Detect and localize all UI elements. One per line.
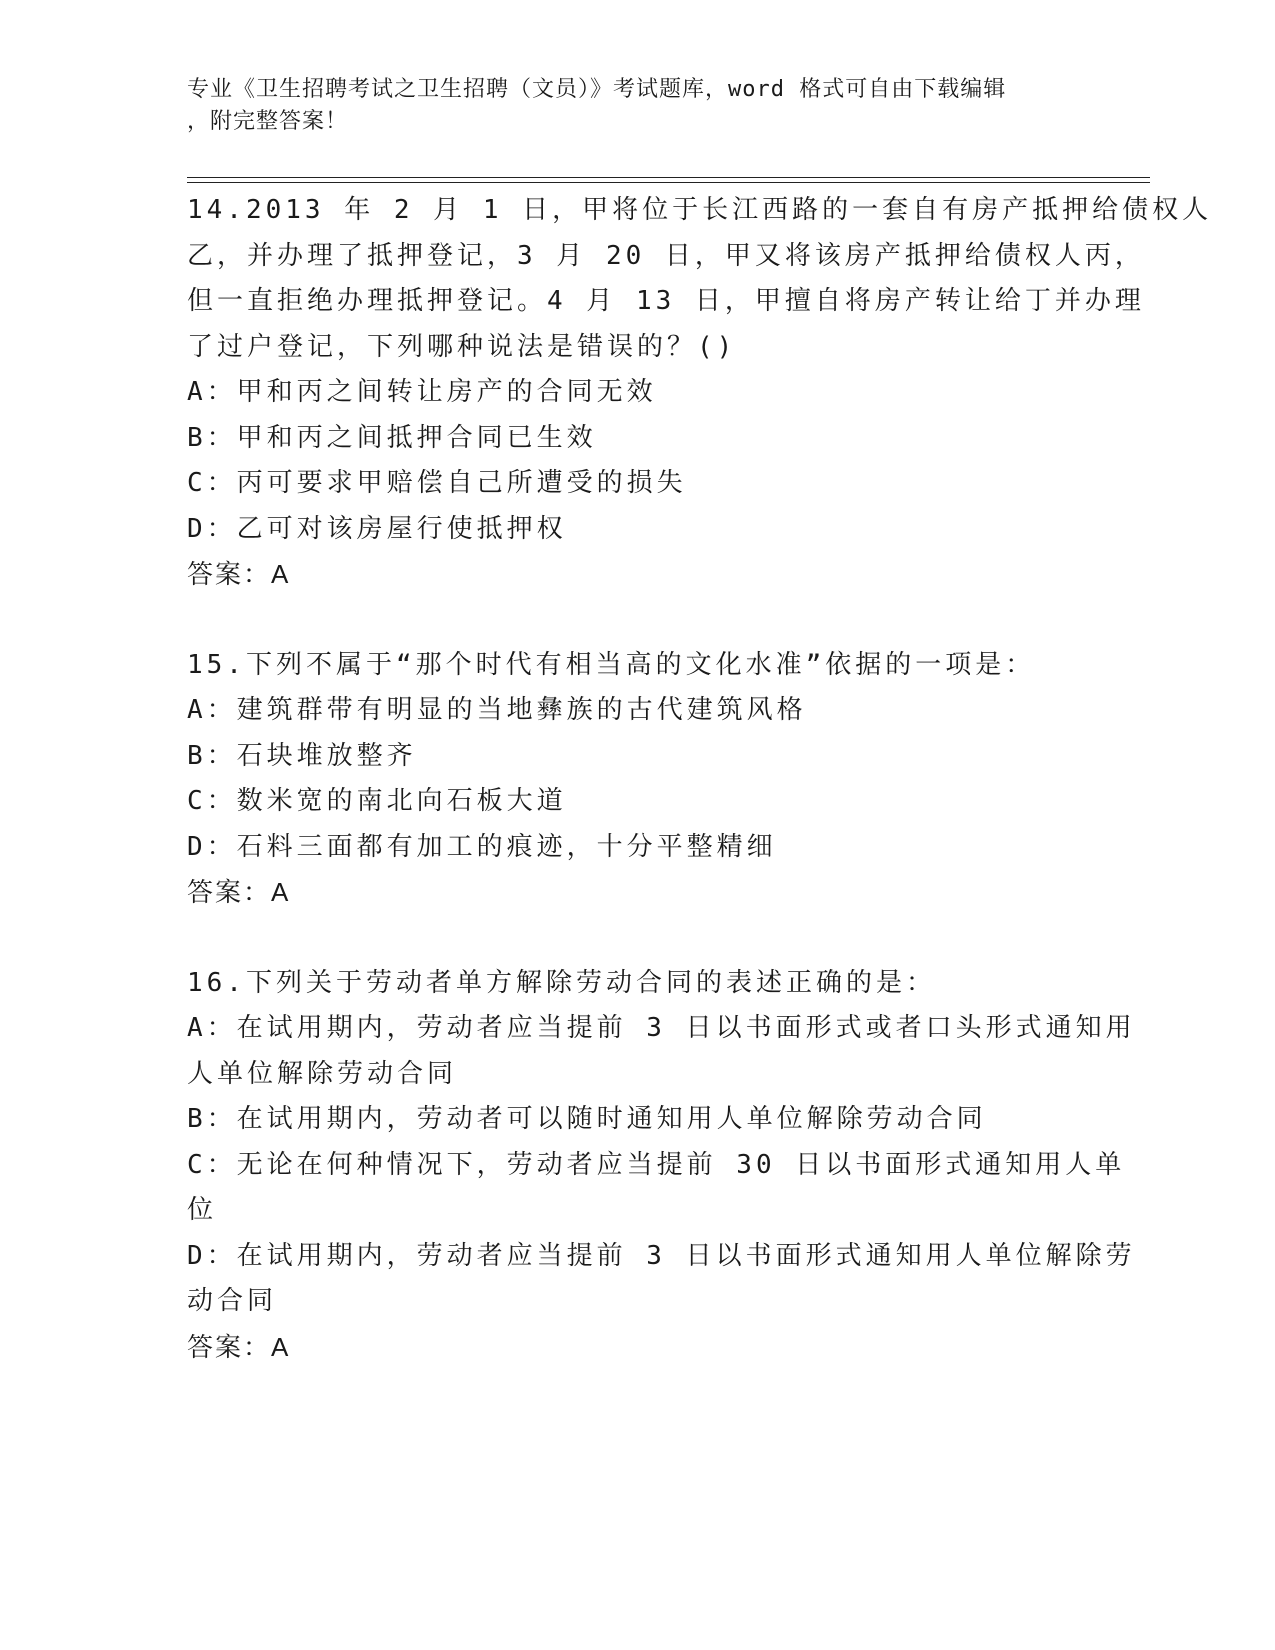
question-stem-line: 15.下列不属于“那个时代有相当高的文化水准”依据的一项是： <box>187 649 1036 680</box>
option-b: B：石块堆放整齐 <box>187 740 417 771</box>
option-d: D：乙可对该房屋行使抵押权 <box>187 513 567 544</box>
question-stem-line: 了过户登记，下列哪种说法是错误的？() <box>187 331 737 362</box>
spacer <box>187 916 1087 961</box>
spacer <box>187 598 1087 643</box>
question-stem-line: 16.下列关于劳动者单方解除劳动合同的表述正确的是： <box>187 967 936 998</box>
option-d-continued: 动合同 <box>187 1286 278 1316</box>
answer-line: 答案：A <box>187 877 291 907</box>
option-c: C：丙可要求甲赔偿自己所遭受的损失 <box>187 468 687 498</box>
option-a-continued: 人单位解除劳动合同 <box>187 1058 458 1089</box>
question-16 <box>187 961 1136 1371</box>
option-a: A：在试用期内，劳动者应当提前 3 日以书面形式或者口头形式通知用 <box>187 1013 1136 1043</box>
header-line-1: 专业《卫生招聘考试之卫生招聘（文员）》考试题库，word 格式可自由下载编辑 <box>187 77 1007 102</box>
option-b: B：在试用期内，劳动者可以随时通知用人单位解除劳动合同 <box>187 1104 987 1134</box>
document-header <box>187 74 1087 138</box>
question-stem-line: 乙，并办理了抵押登记，3 月 20 日，甲又将该房产抵押给债权人丙， <box>187 240 1145 271</box>
question-stem-line: 14.2013 年 2 月 1 日，甲将位于长江西路的一套自有房产抵押给债权人 <box>187 195 1213 225</box>
answer-line: 答案：A <box>187 559 291 589</box>
question-14 <box>187 188 1213 598</box>
option-c-continued: 位 <box>187 1195 218 1225</box>
option-a: A：甲和丙之间转让房产的合同无效 <box>187 377 657 407</box>
question-list <box>187 188 1213 1370</box>
option-c: C：无论在何种情况下，劳动者应当提前 30 日以书面形式通知用人单 <box>187 1149 1126 1180</box>
option-b: B：甲和丙之间抵押合同已生效 <box>187 422 597 453</box>
question-stem-line: 但一直拒绝办理抵押登记。4 月 13 日，甲擅自将房产转让给丁并办理 <box>187 286 1145 316</box>
option-d: D：石料三面都有加工的痕迹，十分平整精细 <box>187 831 777 862</box>
header-divider-top <box>187 177 1150 178</box>
option-d: D：在试用期内，劳动者应当提前 3 日以书面形式通知用人单位解除劳 <box>187 1240 1136 1271</box>
header-divider-bottom <box>187 182 1150 183</box>
header-line-2: ，附完整答案！ <box>187 109 349 134</box>
answer-line: 答案：A <box>187 1331 291 1362</box>
question-15 <box>187 643 1087 916</box>
option-a: A：建筑群带有明显的当地彝族的古代建筑风格 <box>187 695 807 725</box>
option-c: C：数米宽的南北向石板大道 <box>187 786 567 816</box>
